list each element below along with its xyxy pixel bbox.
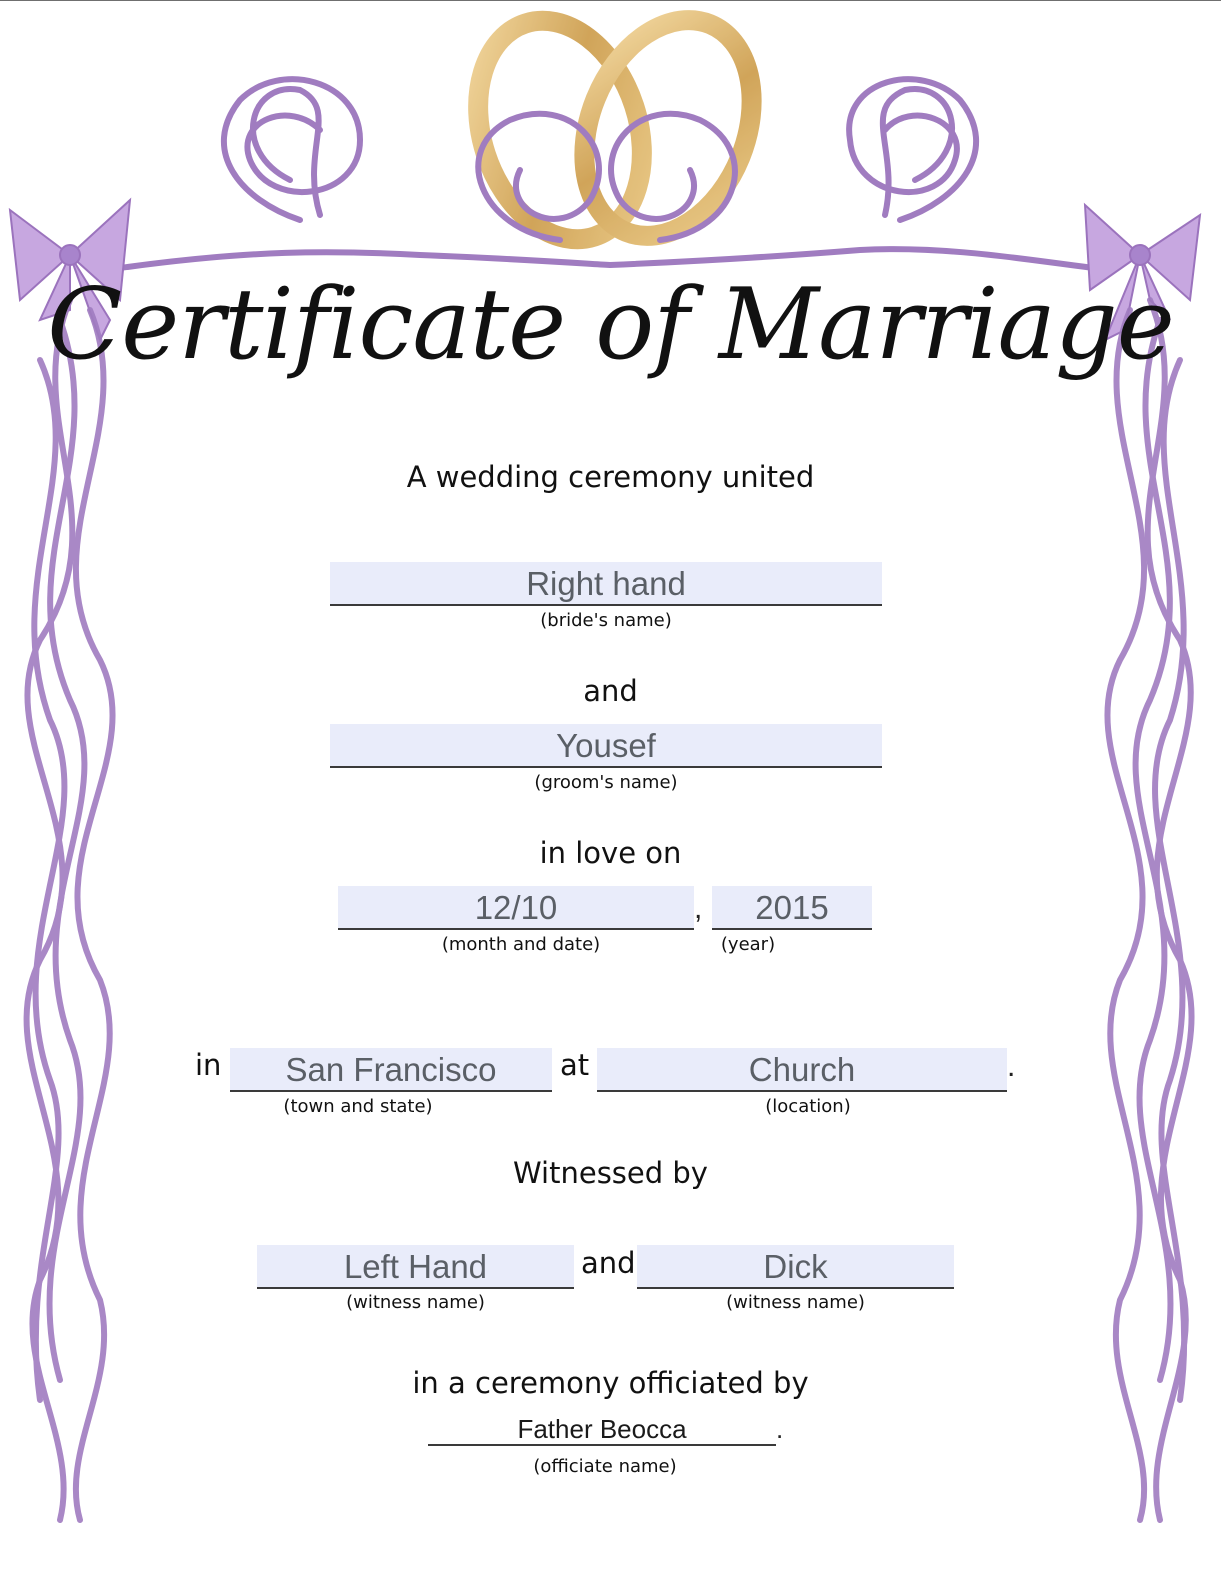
and-text: and: [583, 674, 638, 708]
town-state-caption: (town and state): [283, 1096, 433, 1117]
groom-name-caption: (groom's name): [534, 772, 678, 793]
month-date-field[interactable]: 12/10: [338, 886, 694, 930]
witness-and-text: and: [581, 1246, 636, 1280]
officiate-name-field[interactable]: Father Beocca: [428, 1414, 776, 1446]
groom-name-field[interactable]: Yousef: [330, 724, 882, 768]
date-comma: ,: [694, 892, 703, 925]
month-date-caption: (month and date): [441, 934, 601, 955]
officiate-period: .: [776, 1414, 784, 1444]
location-period: .: [1007, 1050, 1016, 1083]
witness-2-caption: (witness name): [726, 1292, 865, 1313]
location-caption: (location): [765, 1096, 851, 1117]
witnessed-by-text: Witnessed by: [513, 1156, 708, 1190]
officiate-name-caption: (officiate name): [533, 1456, 677, 1477]
witness-1-field[interactable]: Left Hand: [257, 1245, 574, 1289]
in-text: in: [195, 1048, 222, 1082]
wedding-rings-icon: [451, 0, 782, 261]
officiated-by-text: in a ceremony officiated by: [412, 1366, 809, 1400]
year-field[interactable]: 2015: [712, 886, 872, 930]
location-field[interactable]: Church: [597, 1048, 1007, 1092]
bride-name-caption: (bride's name): [540, 610, 672, 631]
certificate-title: Certificate of Marriage: [47, 268, 1174, 382]
year-caption: (year): [720, 934, 776, 955]
at-text: at: [560, 1048, 590, 1082]
bride-name-field[interactable]: Right hand: [330, 562, 882, 606]
witness-1-caption: (witness name): [346, 1292, 485, 1313]
intro-text: A wedding ceremony united: [406, 460, 815, 494]
in-love-on-text: in love on: [539, 836, 682, 870]
town-state-field[interactable]: San Francisco: [230, 1048, 552, 1092]
witness-2-field[interactable]: Dick: [637, 1245, 954, 1289]
